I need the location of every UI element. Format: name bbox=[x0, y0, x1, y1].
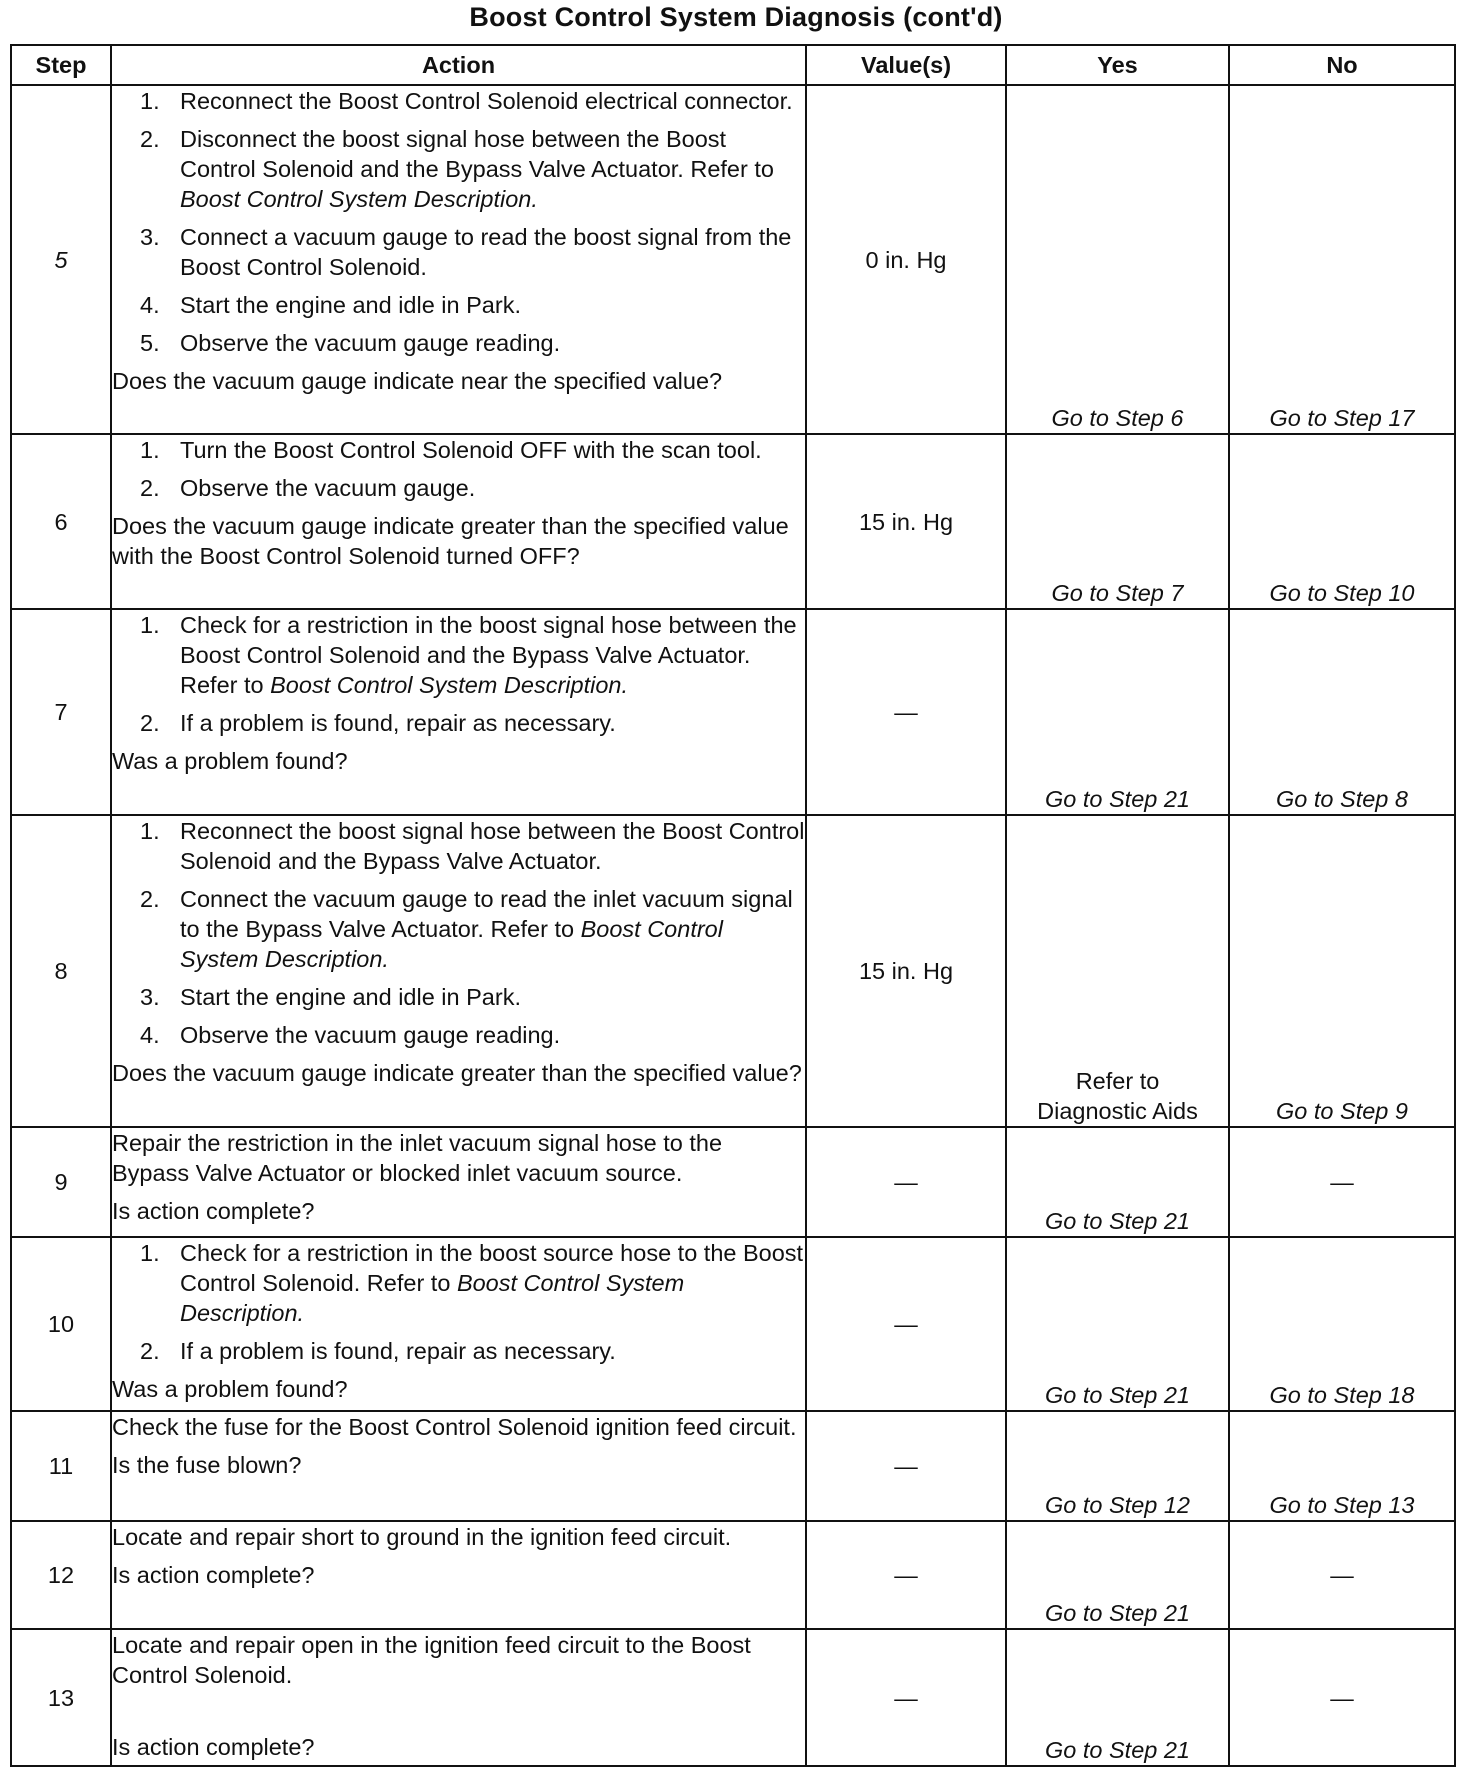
table-row bbox=[11, 1521, 1455, 1629]
list-item: 1. Reconnect the boost signal hose between the Boost Control Solenoid and the Bypass Valve Actuator. bbox=[140, 818, 805, 874]
step-number: 12 bbox=[11, 1521, 111, 1629]
action-list bbox=[112, 610, 805, 738]
yes-cell: Go to Step 7 bbox=[1006, 434, 1229, 609]
action-cell bbox=[111, 1629, 806, 1766]
page-title: Boost Control System Diagnosis (cont'd) bbox=[469, 2, 1003, 32]
action-question: Is action complete? bbox=[112, 1198, 315, 1224]
action-list bbox=[112, 1238, 805, 1366]
action-cell bbox=[111, 1127, 806, 1237]
yes-line-2: Diagnostic Aids bbox=[1037, 1098, 1198, 1124]
column-header-yes: Yes bbox=[1006, 45, 1229, 85]
action-cell bbox=[111, 815, 806, 1127]
reference-link-text: Boost Control System Description. bbox=[180, 1270, 685, 1326]
list-item: 2. Observe the vacuum gauge. bbox=[140, 475, 476, 501]
list-item: 1. Check for a restriction in the boost source hose to the Boost Control Solenoid. Refer to Boost Control System Description. bbox=[140, 1240, 804, 1326]
value-cell: — bbox=[806, 1411, 1006, 1521]
list-item: 1. Turn the Boost Control Solenoid OFF with the scan tool. bbox=[140, 437, 762, 463]
list-item: 4. Observe the vacuum gauge reading. bbox=[140, 1022, 561, 1048]
step-number: 7 bbox=[11, 609, 111, 815]
no-cell: — bbox=[1229, 1127, 1455, 1237]
column-header-no: No bbox=[1229, 45, 1455, 85]
action-text: Locate and repair open in the ignition feed circuit to the Boost Control Solenoid. bbox=[112, 1632, 751, 1688]
action-question: Was a problem found? bbox=[112, 748, 348, 774]
table-row bbox=[11, 1237, 1455, 1411]
yes-cell: Go to Step 21 bbox=[1006, 1521, 1229, 1629]
list-item: 2. If a problem is found, repair as necessary. bbox=[140, 710, 616, 736]
column-header-values: Value(s) bbox=[806, 45, 1006, 85]
step-number: 8 bbox=[11, 815, 111, 1127]
list-item: 5. Observe the vacuum gauge reading. bbox=[140, 330, 561, 356]
action-question: Does the vacuum gauge indicate near the specified value? bbox=[112, 368, 723, 394]
yes-line-1: Refer to bbox=[1075, 1068, 1160, 1094]
step-number: 6 bbox=[11, 434, 111, 609]
no-cell: — bbox=[1229, 1521, 1455, 1629]
list-item: 2. If a problem is found, repair as necessary. bbox=[140, 1338, 616, 1364]
list-item: 1. Reconnect the Boost Control Solenoid electrical connector. bbox=[140, 88, 793, 114]
value-cell: 15 in. Hg bbox=[806, 815, 1006, 1127]
no-cell: Go to Step 13 bbox=[1229, 1411, 1455, 1521]
value-cell: — bbox=[806, 1521, 1006, 1629]
action-text: Repair the restriction in the inlet vacuum signal hose to the Bypass Valve Actuator or blocked inlet vacuum source. bbox=[112, 1130, 723, 1186]
header-row bbox=[11, 45, 1455, 85]
action-cell bbox=[111, 1411, 806, 1521]
yes-cell bbox=[1006, 815, 1229, 1127]
action-list bbox=[112, 86, 805, 358]
no-cell: Go to Step 8 bbox=[1229, 609, 1455, 815]
step-number: 9 bbox=[11, 1127, 111, 1237]
action-cell bbox=[111, 1521, 806, 1629]
no-cell: — bbox=[1229, 1629, 1455, 1766]
action-question: Was a problem found? bbox=[112, 1376, 348, 1402]
reference-link-text: Boost Control System Description. bbox=[180, 186, 538, 212]
list-item: 2. Disconnect the boost signal hose between the Boost Control Solenoid and the Bypass Valve Actuator. Refer to Boost Control System Description. bbox=[140, 126, 774, 212]
step-number: 5 bbox=[11, 85, 111, 434]
value-cell: — bbox=[806, 1629, 1006, 1766]
no-cell: Go to Step 17 bbox=[1229, 85, 1455, 434]
list-item: 4. Start the engine and idle in Park. bbox=[140, 292, 521, 318]
list-item: 3. Connect a vacuum gauge to read the boost signal from the Boost Control Solenoid. bbox=[140, 224, 792, 280]
action-question: Is the fuse blown? bbox=[112, 1452, 302, 1478]
yes-cell: Go to Step 12 bbox=[1006, 1411, 1229, 1521]
yes-cell: Go to Step 21 bbox=[1006, 1127, 1229, 1237]
action-question: Is action complete? bbox=[112, 1734, 315, 1760]
action-list bbox=[112, 435, 805, 503]
value-cell: — bbox=[806, 1237, 1006, 1411]
table-row bbox=[11, 815, 1455, 1127]
table-row bbox=[11, 1411, 1455, 1521]
table-row bbox=[11, 85, 1455, 434]
action-question: Does the vacuum gauge indicate greater than the specified value with the Boost Control Solenoid turned OFF? bbox=[112, 513, 789, 569]
table-row bbox=[11, 1127, 1455, 1237]
action-question: Is action complete? bbox=[112, 1562, 315, 1588]
action-cell bbox=[111, 434, 806, 609]
reference-link-text: Boost Control System Description. bbox=[270, 672, 628, 698]
step-number: 11 bbox=[11, 1411, 111, 1521]
yes-cell: Go to Step 21 bbox=[1006, 609, 1229, 815]
action-text: Locate and repair short to ground in the ignition feed circuit. bbox=[112, 1524, 732, 1550]
value-cell: — bbox=[806, 1127, 1006, 1237]
diagnosis-table bbox=[10, 44, 1456, 1767]
action-list bbox=[112, 816, 805, 1050]
action-cell bbox=[111, 609, 806, 815]
column-header-step: Step bbox=[11, 45, 111, 85]
action-question: Does the vacuum gauge indicate greater than the specified value? bbox=[112, 1060, 802, 1086]
action-cell bbox=[111, 85, 806, 434]
no-cell: Go to Step 9 bbox=[1229, 815, 1455, 1127]
column-header-action: Action bbox=[111, 45, 806, 85]
list-item: 3. Start the engine and idle in Park. bbox=[140, 984, 521, 1010]
no-cell: Go to Step 10 bbox=[1229, 434, 1455, 609]
table-row bbox=[11, 1629, 1455, 1766]
table-row bbox=[11, 434, 1455, 609]
action-text: Check the fuse for the Boost Control Solenoid ignition feed circuit. bbox=[112, 1414, 797, 1440]
value-cell: 15 in. Hg bbox=[806, 434, 1006, 609]
step-number: 10 bbox=[11, 1237, 111, 1411]
value-cell: 0 in. Hg bbox=[806, 85, 1006, 434]
no-cell: Go to Step 18 bbox=[1229, 1237, 1455, 1411]
value-cell: — bbox=[806, 609, 1006, 815]
action-cell bbox=[111, 1237, 806, 1411]
reference-link-text: Boost Control System Description. bbox=[180, 916, 723, 972]
list-item: 2. Connect the vacuum gauge to read the inlet vacuum signal to the Bypass Valve Actuator. Refer to Boost Control System Description. bbox=[140, 886, 793, 972]
yes-cell: Go to Step 21 bbox=[1006, 1629, 1229, 1766]
step-number: 13 bbox=[11, 1629, 111, 1766]
yes-cell: Go to Step 21 bbox=[1006, 1237, 1229, 1411]
list-item: 1. Check for a restriction in the boost signal hose between the Boost Control Solenoid and the Bypass Valve Actuator. Refer to Boost Control System Description. bbox=[140, 612, 797, 698]
yes-cell: Go to Step 6 bbox=[1006, 85, 1229, 434]
table-row bbox=[11, 609, 1455, 815]
